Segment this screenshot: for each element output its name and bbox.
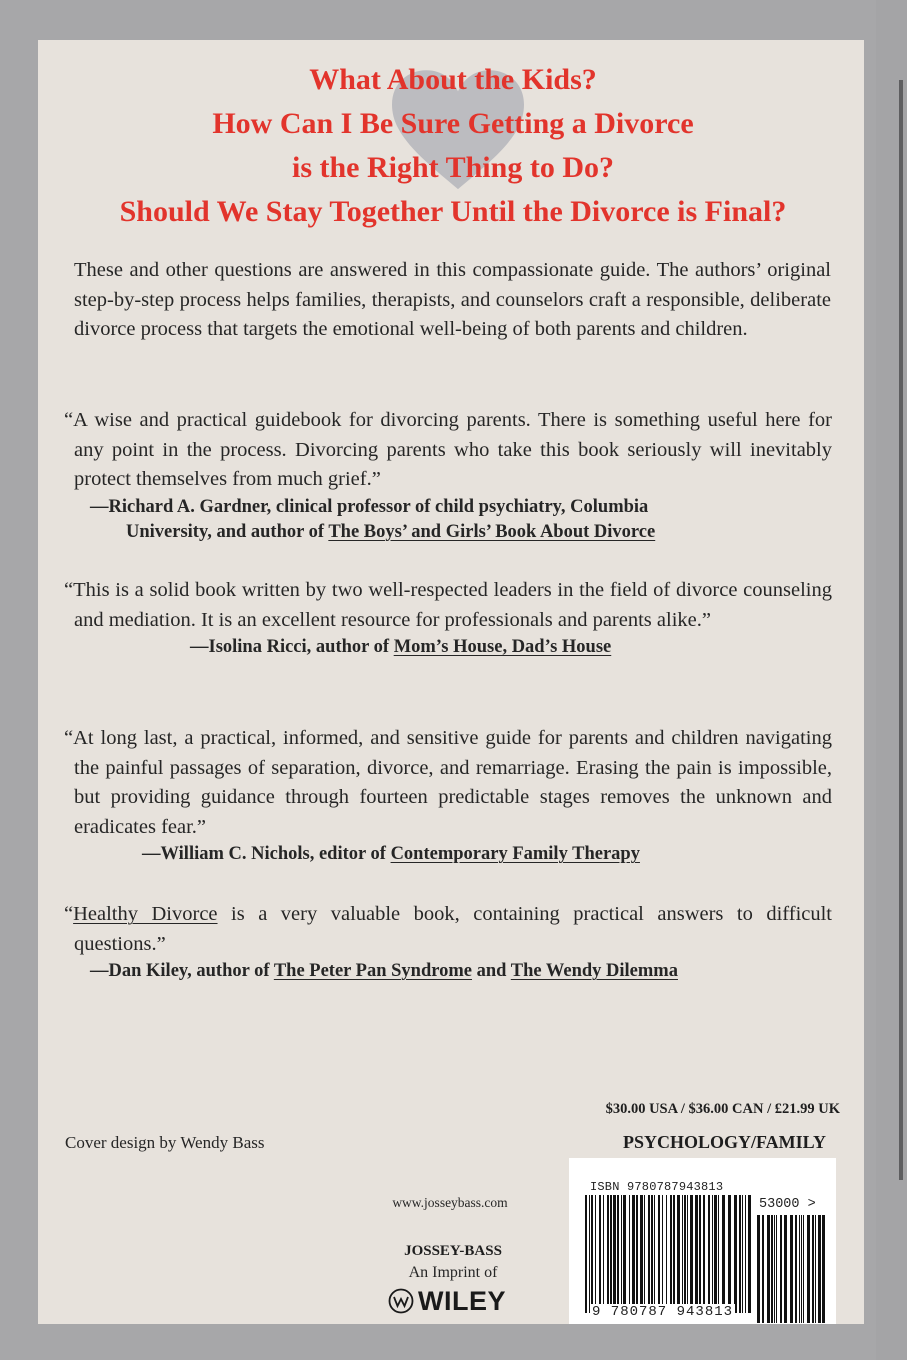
testimonial-body: is a very valuable book, containing practical answers to difficult questions.” <box>74 903 833 955</box>
barcode-bar <box>712 1195 713 1313</box>
barcode-bar <box>617 1195 619 1313</box>
book-title: The Wendy Dilemma <box>510 961 678 981</box>
headline-line: What About the Kids? <box>309 63 597 96</box>
barcode-bar <box>795 1215 797 1323</box>
barcode-bar <box>640 1195 643 1313</box>
barcode-bar <box>644 1195 645 1313</box>
testimonial-attribution <box>62 842 832 867</box>
testimonial-text: “This is a solid book written by two well-respected leaders in the field of divorce counseling and mediation. It is an excellent resource for professionals and parents alike.” <box>64 579 832 631</box>
book-title: Healthy Divorce <box>73 903 218 925</box>
barcode-bar <box>677 1195 680 1313</box>
barcode-bar <box>807 1215 810 1323</box>
barcode-bar <box>771 1215 773 1323</box>
barcode-bar <box>722 1195 725 1313</box>
barcode-bar <box>780 1215 782 1323</box>
barcode-bar <box>774 1215 775 1323</box>
intro-paragraph: These and other questions are answered in this compassionate guide. The authors’ original step-by-step process helps families, therapists, and counselors craft a responsible, deliberate divorce process that targets the emotional well-being of both parents and children. <box>74 259 831 340</box>
attribution-prefix: —Isolina Ricci, author of <box>190 637 394 657</box>
barcode-bar <box>695 1195 698 1313</box>
testimonial-ricci <box>62 576 832 660</box>
barcode-bar <box>658 1195 660 1313</box>
barcode-bar <box>745 1195 746 1313</box>
barcode-bar <box>703 1195 705 1313</box>
barcode-bar <box>784 1215 787 1323</box>
testimonial-attribution <box>62 635 832 660</box>
barcode-bar <box>748 1195 751 1313</box>
barcode-bar <box>673 1195 675 1313</box>
barcode-bar <box>687 1195 688 1313</box>
spine-edge <box>899 80 903 1180</box>
isbn-barcode <box>585 1195 753 1313</box>
barcode-bar <box>714 1195 717 1313</box>
barcode-bar <box>636 1195 638 1313</box>
barcode-bar <box>607 1195 609 1313</box>
attribution-prefix: —Dan Kiley, author of <box>90 961 274 981</box>
barcode-bar <box>589 1195 590 1313</box>
barcode-bar <box>623 1195 626 1313</box>
testimonial-attribution: —Richard A. Gardner, clinical professor of child psychiatry, Columbia <box>90 496 649 517</box>
isbn-label: ISBN 9780787943813 <box>590 1180 724 1194</box>
headline <box>40 58 866 234</box>
cover-credit: Cover design by Wendy Bass <box>65 1133 265 1152</box>
publisher-website: www.josseybass.com <box>392 1195 508 1210</box>
barcode-bar <box>742 1195 743 1313</box>
barcode-bar <box>803 1215 804 1323</box>
barcode-bar <box>632 1195 635 1313</box>
barcode-bar <box>799 1215 800 1323</box>
barcode-bar <box>728 1195 731 1313</box>
book-title: The Boys’ and Girls’ Book About Divorce <box>328 521 656 542</box>
barcode-bar <box>651 1195 653 1313</box>
category-label: PSYCHOLOGY/FAMILY <box>622 1132 826 1152</box>
barcode-bar <box>684 1195 686 1313</box>
barcode-bar <box>670 1195 672 1313</box>
price-code: 53000 > <box>759 1197 816 1212</box>
barcode-bar <box>699 1195 701 1313</box>
barcode-bar <box>648 1195 650 1313</box>
testimonial-attribution <box>62 959 832 984</box>
barcode-bar <box>790 1215 793 1323</box>
imprint-label: An Imprint of <box>408 1264 498 1281</box>
book-title: The Peter Pan Syndrome <box>273 961 473 981</box>
barcode-bar <box>767 1215 770 1323</box>
barcode-bar <box>599 1195 601 1313</box>
isbn-digits: 9 780787 943813 <box>592 1304 734 1320</box>
barcode-bar <box>629 1195 630 1313</box>
testimonial-text <box>62 900 832 959</box>
publisher-name: JOSSEY-BASS <box>404 1243 502 1259</box>
testimonial-gardner <box>62 406 832 545</box>
journal-title: Contemporary Family Therapy <box>390 844 640 864</box>
wiley-wordmark: WILEY <box>418 1285 506 1316</box>
price-line: $30.00 USA / $36.00 CAN / £21.99 UK <box>605 1101 840 1117</box>
wiley-logo <box>388 1286 506 1316</box>
headline-line: is the Right Thing to Do? <box>291 151 614 184</box>
attribution-connector: and <box>472 961 511 981</box>
barcode-bar <box>654 1195 655 1313</box>
barcode-bar <box>662 1195 663 1313</box>
barcode-bar <box>708 1195 710 1313</box>
barcode-bar <box>591 1195 593 1313</box>
headline-line: How Can I Be Sure Getting a Divorce <box>212 107 694 140</box>
open-quote: “ <box>64 903 74 925</box>
barcode-bar <box>690 1195 693 1313</box>
attribution-prefix: University, and author of <box>126 521 329 542</box>
barcode-bar <box>762 1215 764 1323</box>
barcode-bar <box>812 1215 814 1323</box>
barcode-bar <box>739 1195 741 1313</box>
wiley-seal-icon <box>388 1288 414 1314</box>
barcode-bar <box>603 1195 604 1313</box>
testimonial-kiley <box>62 900 832 984</box>
barcode-bar <box>666 1195 667 1313</box>
barcode-bar <box>818 1215 821 1323</box>
testimonial-text: “At long last, a practical, informed, and sensitive guide for parents and children navigating the painful passages of separation, divorce, and remarriage. Erasing the pain is impossible, but providing guidance through fourteen predictable stages removes the unknown and eradicates fear.” <box>64 727 832 838</box>
testimonial-text: “A wise and practical guidebook for divorcing parents. There is something useful here for any point in the process. Divorcing parents who take this book seriously will inevitably protect themselves from much grief.” <box>64 409 832 490</box>
barcode-bar <box>613 1195 616 1313</box>
barcode-bar <box>585 1195 587 1313</box>
barcode-bar <box>801 1215 802 1323</box>
barcode-bar <box>734 1195 737 1313</box>
barcode-bar <box>718 1195 719 1313</box>
barcode-bar <box>776 1215 777 1323</box>
barcode-bar <box>815 1215 816 1323</box>
testimonial-attribution-cont <box>62 520 832 545</box>
attribution-prefix: —William C. Nichols, editor of <box>142 844 391 864</box>
barcode-bar <box>621 1195 622 1313</box>
headline-line: Should We Stay Together Until the Divorce is Final? <box>119 195 787 228</box>
barcode-bar <box>595 1195 596 1313</box>
barcode-bar <box>610 1195 612 1313</box>
testimonial-nichols <box>62 724 832 867</box>
barcode-bar <box>822 1215 825 1323</box>
barcode-bar <box>682 1195 683 1313</box>
book-title: Mom’s House, Dad’s House <box>393 637 612 657</box>
price-barcode <box>757 1215 827 1323</box>
barcode-bar <box>757 1215 760 1323</box>
